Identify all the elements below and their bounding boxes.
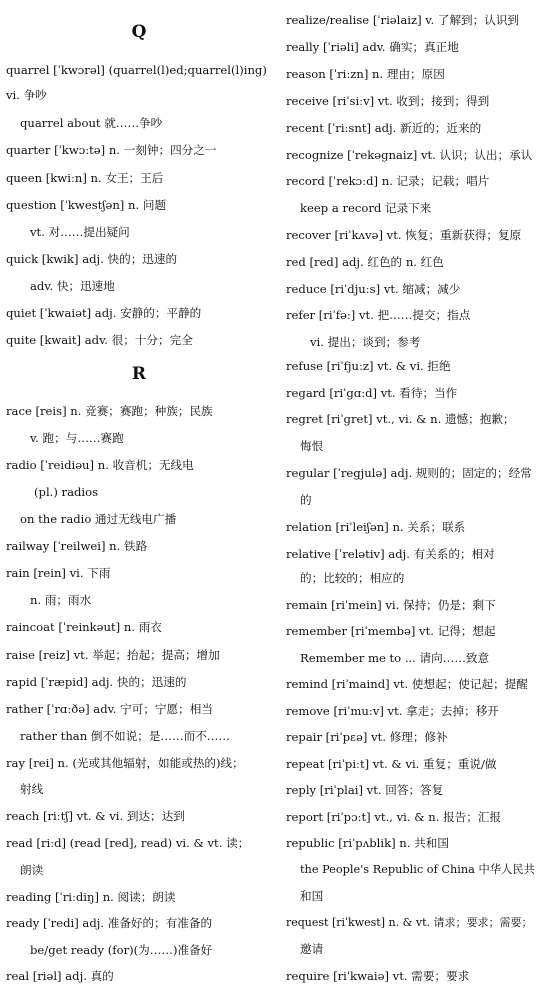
entry-line: (pl.) radios <box>34 485 99 499</box>
entry-line: 悔恨 <box>300 439 324 453</box>
entry-line: ready [ˈredi] adj. 准备好的；有准备的 <box>6 916 213 930</box>
entry-line: really [ˈriəli] adv. 确实；真正地 <box>286 40 459 54</box>
entry-line: reduce [riˈdjuːs] vt. 缩减；减少 <box>286 282 461 296</box>
entry-line: remind [riˈmaind] vt. 使想起；使记起；提醒 <box>286 677 528 691</box>
entry-line: recover [riˈkʌvə] vt. 恢复；重新获得；复原 <box>286 228 522 242</box>
entry-line: report [riˈpɔːt] vt., vi. & n. 报告；汇报 <box>286 810 502 824</box>
entry-line: repair [riˈpɛə] vt. 修理；修补 <box>286 730 448 744</box>
entry-line: 的；比较的；相应的 <box>300 571 405 585</box>
entry-line: refer [riˈfəː] vt. 把……提交；指点 <box>286 308 471 322</box>
entry-line: real [riəl] adj. 真的 <box>6 969 114 983</box>
entry-line: reason [ˈriːzn] n. 理由；原因 <box>286 67 445 81</box>
entry-line: quiet [ˈkwaiət] adj. 安静的；平静的 <box>6 306 202 320</box>
entry-line: question [ˈkwestʃən] n. 问题 <box>6 198 167 212</box>
entry-line: regard [riˈgɑːd] vt. 看待；当作 <box>286 386 458 400</box>
entry-line: remain [riˈmein] vi. 保持；仍是；剩下 <box>286 598 496 612</box>
section-header: Q <box>131 22 147 42</box>
entry-line: 邀请 <box>300 942 324 956</box>
entry-line: remove [riˈmuːv] vt. 拿走；去掉；移开 <box>286 704 499 718</box>
entry-line: quarrel about 就……争吵 <box>20 116 163 130</box>
entry-line: regret [riˈgret] vt., vi. & n. 遗憾；抱歉； <box>286 412 515 426</box>
section-header: R <box>131 364 147 384</box>
entry-line: railway [ˈreilwei] n. 铁路 <box>6 539 148 553</box>
entry-line: keep a record 记录下来 <box>300 201 432 215</box>
entry-line: remember [riˈmembə] vt. 记得；想起 <box>286 624 496 638</box>
entry-line: queen [kwiːn] n. 女王；王后 <box>6 171 164 185</box>
entry-line: recent [ˈriːsnt] adj. 新近的；近来的 <box>286 121 482 135</box>
entry-line: request [riˈkwest] n. & vt. 请求；要求；需要； <box>286 916 533 929</box>
entry-line: 的 <box>300 493 312 507</box>
entry-line: rapid [ˈræpid] adj. 快的；迅速的 <box>6 675 187 689</box>
entry-line: reading [ˈriːdiŋ] n. 阅读；朗读 <box>6 890 176 904</box>
entry-line: race [reis] n. 竞赛；赛跑；种族；民族 <box>6 404 213 418</box>
entry-line: the People's Republic of China 中华人民共 <box>300 863 535 876</box>
entry-line: Remember me to ... 请向……致意 <box>300 651 490 665</box>
entry-line: 朗读 <box>20 863 44 877</box>
entry-line: on the radio 通过无线电广播 <box>20 512 177 526</box>
entry-line: regular [ˈregjulə] adj. 规则的；固定的；经常 <box>286 466 532 480</box>
entry-line: rather [ˈrɑːðə] adv. 宁可；宁愿；相当 <box>6 702 213 716</box>
entry-line: recognize [ˈrekəgnaiz] vt. 认识；认出；承认 <box>286 148 533 162</box>
entry-line: raincoat [ˈreinkəut] n. 雨衣 <box>6 620 162 634</box>
entry-line: 和国 <box>300 889 324 903</box>
entry-line: quite [kwait] adv. 很；十分；完全 <box>6 333 193 347</box>
entry-line: raise [reiz] vt. 举起；抬起；提高；增加 <box>6 648 220 662</box>
entry-line: red [red] adj. 红色的 n. 红色 <box>286 255 444 269</box>
entry-line: radio [ˈreidiəu] n. 收音机；无线电 <box>6 458 194 472</box>
entry-line: require [riˈkwaiə] vt. 需要；要求 <box>286 969 470 983</box>
entry-line: realize/realise [ˈriəlaiz] v. 了解到；认识到 <box>286 13 520 27</box>
entry-line: 射线 <box>20 782 44 796</box>
entry-line: n. 雨；雨水 <box>30 593 92 607</box>
entry-line: quarrel [ˈkwɔrəl] (quarrel(l)ed;quarrel(l)ing) <box>6 63 267 77</box>
entry-line: v. 跑；与……赛跑 <box>30 431 124 445</box>
entry-line: record [ˈrekɔːd] n. 记录；记载；唱片 <box>286 174 490 188</box>
entry-line: vi. 争吵 <box>6 88 47 102</box>
entry-line: repeat [riˈpiːt] vt. & vi. 重复；重说/做 <box>286 757 497 771</box>
entry-line: reach [riːtʃ] vt. & vi. 到达；达到 <box>6 809 185 823</box>
entry-line: ray [rei] n. (光或其他辐射，如能或热的)线； <box>6 756 244 770</box>
entry-line: relation [riˈleiʃən] n. 关系；联系 <box>286 520 466 534</box>
entry-line: be/get ready (for)(为……)准备好 <box>30 943 213 957</box>
entry-line: receive [riˈsiːv] vt. 收到；接到；得到 <box>286 94 490 108</box>
entry-line: rather than 倒不如说；是……而不…… <box>20 729 230 743</box>
entry-line: vi. 提出；谈到；参考 <box>310 335 421 349</box>
entry-line: refuse [riˈfjuːz] vt. & vi. 拒绝 <box>286 359 451 373</box>
entry-line: adv. 快；迅速地 <box>30 279 115 293</box>
entry-line: vt. 对……提出疑问 <box>30 225 130 239</box>
entry-line: quarter [ˈkwɔːtə] n. 一刻钟；四分之一 <box>6 143 217 157</box>
entry-line: reply [riˈplai] vt. 回答；答复 <box>286 783 444 797</box>
entry-line: republic [riˈpʌblik] n. 共和国 <box>286 836 449 850</box>
entry-line: rain [rein] vi. 下雨 <box>6 566 111 580</box>
entry-line: relative [ˈrelətiv] adj. 有关系的；相对 <box>286 547 495 561</box>
entry-line: quick [kwik] adj. 快的；迅速的 <box>6 252 178 266</box>
entry-line: read [riːd] (read [red], read) vi. & vt. 读； <box>6 836 250 850</box>
